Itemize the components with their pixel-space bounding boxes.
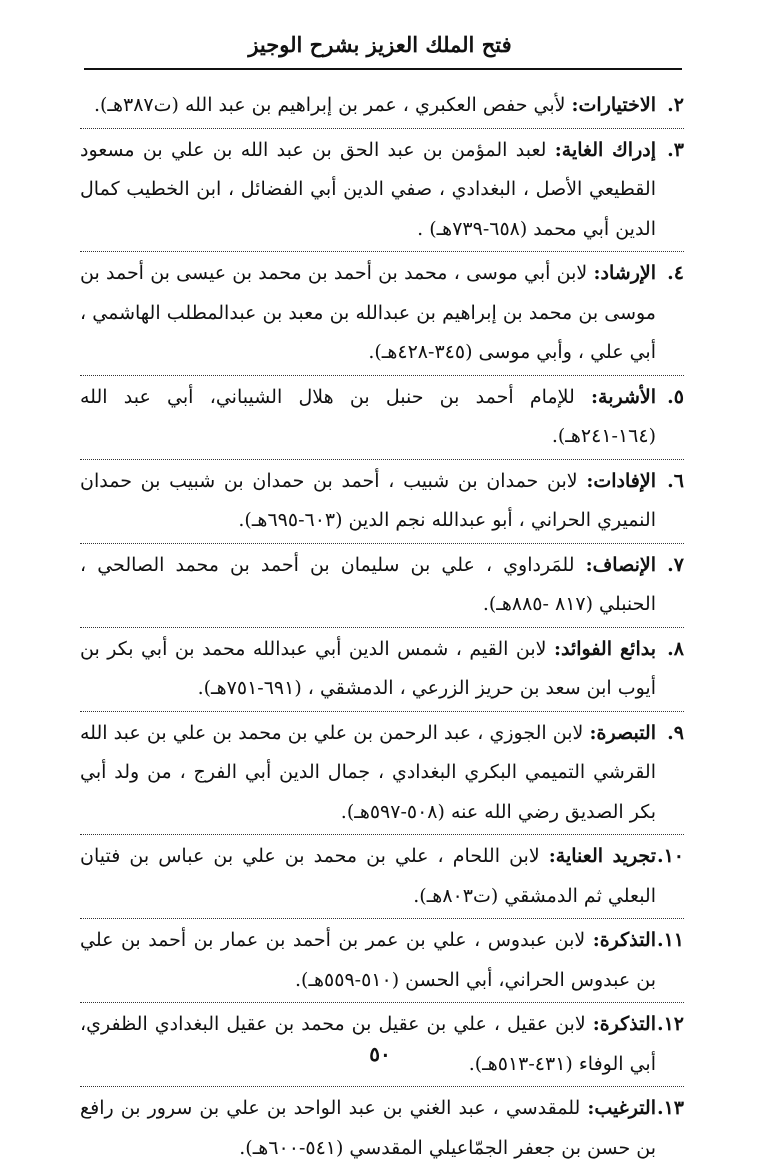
entry-text: لابن عقيل ، علي بن عقيل بن محمد بن عقيل البغدادي الظفري، أبي الوفاء (٤٣١-٥١٣هـ). bbox=[80, 1013, 656, 1075]
bibliography-entry bbox=[80, 921, 684, 1000]
running-header-title: فتح الملك العزيز بشرح الوجيز bbox=[248, 32, 512, 57]
entry-separator bbox=[80, 459, 684, 460]
entry-number: ١٢. bbox=[656, 1013, 684, 1035]
entry-title: التذكرة: bbox=[592, 1013, 656, 1035]
entry-separator bbox=[80, 128, 684, 129]
entry-text: لابن حمدان بن شبيب ، أحمد بن حمدان بن شبيب بن حمدان النميري الحراني ، أبو عبدالله نجم الدين (٦٠٣-٦٩٥هـ). bbox=[80, 469, 656, 531]
entry-number: ٥. bbox=[667, 385, 684, 408]
entry-number: ٩. bbox=[667, 721, 684, 744]
page-number: ٥٠ bbox=[369, 1042, 391, 1066]
entry-title: تجريد العناية: bbox=[548, 845, 656, 867]
entry-text: لابن عبدوس ، علي بن عمر بن أحمد بن عمار بن أحمد بن علي بن عبدوس الحراني، أبي الحسن (٥١٠-٥٥٩هـ). bbox=[80, 929, 656, 991]
entry-separator bbox=[80, 834, 684, 835]
entry-number: ١٠. bbox=[656, 845, 684, 867]
entry-title: بدائع الفوائد: bbox=[553, 637, 656, 660]
entry-number: ٧. bbox=[667, 553, 684, 576]
bibliography-entry bbox=[80, 1089, 684, 1168]
entry-title: الإفادات: bbox=[586, 469, 656, 492]
entry-text: للمقدسي ، عبد الغني بن عبد الواحد بن علي بن سرور بن رافع بن حسن بن جعفر الجمّاعيلي المقدسي (٥٤١-٦٠٠هـ). bbox=[80, 1097, 656, 1159]
entry-number: ٦. bbox=[667, 469, 684, 492]
entry-number: ١١. bbox=[656, 929, 684, 951]
entry-separator bbox=[80, 375, 684, 376]
bibliography-entry bbox=[80, 837, 684, 916]
bibliography-entry bbox=[80, 546, 684, 625]
entry-title: الترغيب: bbox=[587, 1097, 656, 1119]
entry-text: لعبد المؤمن بن عبد الحق بن عبد الله بن علي بن مسعود القطيعي الأصل ، البغدادي ، صفي الدين أبي الفضائل ، ابن الخطيب كمال الدين أبي محمد (٦٥٨-٧٣٩هـ) . bbox=[80, 138, 656, 240]
entry-separator bbox=[80, 711, 684, 712]
entry-number: ١٣. bbox=[656, 1097, 684, 1119]
entry-separator bbox=[80, 918, 684, 919]
entry-text: للمَرداوي ، علي بن سليمان بن أحمد بن محمد الصالحي ، الحنبلي (٨١٧ -٨٨٥هـ). bbox=[80, 553, 656, 615]
bibliography-list bbox=[80, 86, 684, 1168]
entry-separator bbox=[80, 251, 684, 252]
entry-number: ٨. bbox=[667, 637, 684, 660]
entry-title: الإرشاد: bbox=[593, 262, 656, 284]
entry-text: لابن اللحام ، علي بن محمد بن علي بن عباس بن فتيان البعلي ثم الدمشقي (ت٨٠٣هـ). bbox=[80, 845, 656, 907]
entry-separator bbox=[80, 627, 684, 628]
entry-text: لابن الجوزي ، عبد الرحمن بن علي بن محمد بن علي بن عبد الله القرشي التميمي البكري البغدادي ، جمال الدين أبي الفرج ، من ولد أبي بكر الصديق رضي الله عنه (٥٠٨-٥٩٧هـ). bbox=[80, 721, 656, 823]
bibliography-entry bbox=[80, 254, 684, 373]
entry-title: التبصرة: bbox=[589, 721, 656, 744]
entry-title: الإنصاف: bbox=[585, 553, 656, 576]
entry-text: لأبي حفص العكبري ، عمر بن إبراهيم بن عبد الله (ت٣٨٧هـ). bbox=[93, 94, 566, 116]
bibliography-entry bbox=[80, 86, 684, 126]
entry-separator bbox=[80, 543, 684, 544]
entry-text: للإمام أحمد بن حنبل بن هلال الشيباني، أبي عبد الله (١٦٤-٢٤١هـ). bbox=[80, 385, 656, 447]
entry-title: التذكرة: bbox=[592, 929, 656, 951]
entry-text: لابن القيم ، شمس الدين أبي عبدالله محمد بن أبي بكر بن أيوب ابن سعد بن حريز الزرعي ، الدمشقي ، (٦٩١-٧٥١هـ). bbox=[80, 637, 656, 699]
bibliography-entry bbox=[80, 131, 684, 250]
entry-text: لابن أبي موسى ، محمد بن أحمد بن محمد بن عيسى بن أحمد بن موسى بن محمد بن إبراهيم بن عبدالله بن معبد بن عبدالمطلب الهاشمي ، أبي علي ، وأبي موسى (٣٤٥-٤٢٨هـ). bbox=[80, 262, 656, 363]
bibliography-entry bbox=[80, 378, 684, 457]
entry-number: ٢. bbox=[667, 94, 684, 116]
entry-title: الأشربة: bbox=[591, 385, 657, 408]
entry-separator bbox=[80, 1086, 684, 1087]
entry-title: الاختيارات: bbox=[571, 94, 656, 116]
bibliography-entry bbox=[80, 630, 684, 709]
bibliography-entry bbox=[80, 714, 684, 833]
header-rule bbox=[84, 68, 682, 70]
entry-title: إدراك الغاية: bbox=[554, 138, 657, 161]
entry-number: ٣. bbox=[667, 138, 684, 161]
entry-number: ٤. bbox=[667, 262, 684, 284]
bibliography-entry bbox=[80, 462, 684, 541]
entry-separator bbox=[80, 1002, 684, 1003]
